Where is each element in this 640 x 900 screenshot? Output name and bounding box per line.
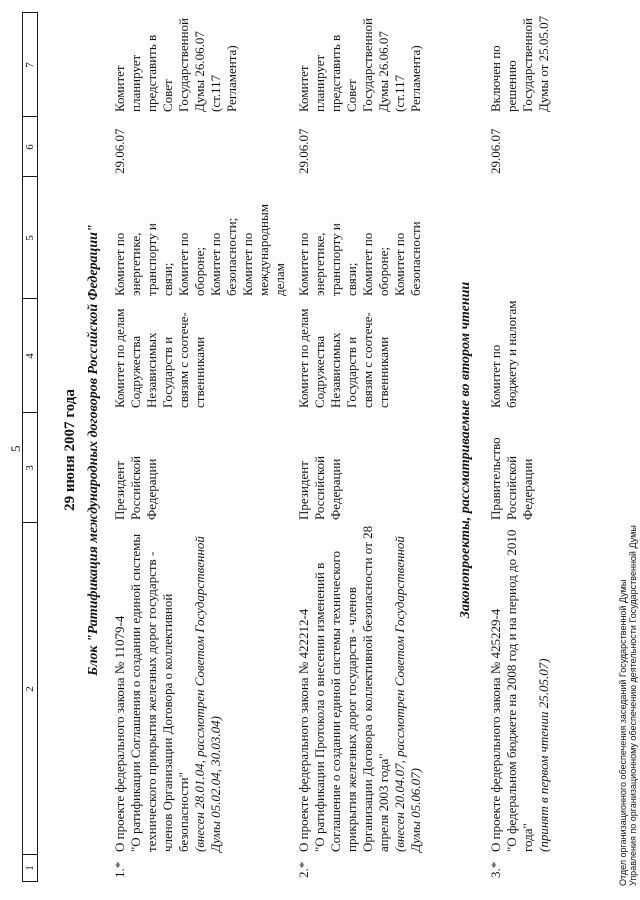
remark-line: (ст.117 Регламента) — [208, 45, 239, 112]
initiator-line: Российской — [312, 455, 327, 520]
committee-line: Комитет по делам — [112, 308, 127, 408]
committee-line: связям с соотече- — [360, 312, 375, 408]
bill-title: О проекте федерального закона № 422212-4 — [296, 608, 311, 852]
remark-line: Государственной — [520, 17, 535, 112]
coexec-line: связи; — [160, 262, 175, 296]
remark-line: Думы 26.06.07 — [192, 31, 207, 112]
coexec-line: обороне; — [192, 247, 207, 296]
initiator-line: Федерации — [144, 458, 159, 520]
coexec-line: Комитет по — [240, 232, 255, 296]
row-number: 3.* — [488, 861, 503, 878]
bill-title: О проекте федерального закона № 425229-4 — [488, 608, 503, 852]
initiator — [112, 416, 160, 520]
remark-line: Комитет планирует — [296, 54, 327, 112]
initiator-line: Президент — [296, 461, 311, 520]
remark-line: представить в Совет — [144, 34, 175, 112]
initiator-line: Российской — [504, 455, 519, 520]
coexec-line: Комитет по — [176, 232, 191, 296]
initiator-line: Федерации — [328, 458, 343, 520]
bill-note: (внесен 28.01.04, рассмотрен Советом Государственной Думы 05.02.04, 30.03.04) — [192, 536, 223, 852]
initiator — [296, 416, 344, 520]
coexec-line: энергетике, — [312, 232, 327, 296]
column-number-header — [22, 12, 38, 882]
co-executor-committees — [296, 178, 424, 296]
column-number: 2 — [24, 686, 36, 692]
remark-line: решению — [504, 60, 519, 112]
column-number: 4 — [24, 353, 36, 359]
remark-line: Включен по — [488, 45, 503, 112]
committee-line: Независимых — [328, 332, 343, 408]
bill-text: "О федеральном бюджете на 2008 год и на период до 2010 года" — [504, 529, 535, 852]
column-number: 3 — [24, 465, 36, 471]
column-number: 7 — [24, 62, 36, 68]
coexec-line: обороне; — [376, 247, 391, 296]
remark-line: Думы от 25.05.07 — [536, 15, 551, 112]
bill-description — [112, 524, 224, 852]
page-number: 5 — [8, 445, 23, 452]
row-number: 2.* — [296, 861, 311, 878]
coexec-line: энергетике, — [128, 232, 143, 296]
remark-line: Думы 26.06.07 — [376, 31, 391, 112]
bill-note: (принят в первом чтении 25.05.07) — [536, 658, 551, 852]
committee-line: Государств и — [344, 336, 359, 408]
initiator-line: Правительство — [488, 437, 503, 520]
review-date: 29.06.07 — [296, 128, 311, 174]
second-reading-section-heading: Законопроекты, рассматриваемые во втором чтении — [458, 281, 473, 619]
column-number: 1 — [24, 865, 36, 871]
remark-line: Государственной — [176, 17, 191, 112]
responsible-committee — [488, 298, 520, 408]
committee-line: Комитет по делам — [296, 308, 311, 408]
review-date: 29.06.07 — [488, 128, 503, 174]
initiator-line: Федерации — [520, 458, 535, 520]
committee-line: Независимых — [144, 332, 159, 408]
bill-title: О проекте федерального закона № 11079-4 — [112, 615, 127, 852]
coexec-line: транспорту и — [328, 223, 343, 296]
coexec-line: Комитет по — [296, 232, 311, 296]
footer-department: Отдел организационного обеспечения заседаний Государственной Думы — [618, 579, 628, 886]
coexec-line: международным — [256, 204, 271, 296]
committee-line: Государств и — [160, 336, 175, 408]
coexec-line: Комитет по — [112, 232, 127, 296]
review-date: 29.06.07 — [112, 128, 127, 174]
coexec-line: делам — [272, 263, 287, 296]
remark — [488, 6, 552, 112]
committee-line: связям с соотече- — [176, 312, 191, 408]
committee-line: Содружества — [128, 335, 143, 408]
committee-line: Содружества — [312, 335, 327, 408]
initiator — [488, 416, 536, 520]
bill-note: (внесен 20.04.07, рассмотрен Советом Государственной Думы 05.06.07) — [392, 536, 423, 852]
coexec-line: Комитет по — [360, 232, 375, 296]
coexec-line: связи; — [344, 262, 359, 296]
coexec-line: Комитет по — [208, 232, 223, 296]
coexec-line: транспорту и — [144, 223, 159, 296]
remark-line: Государственной — [360, 17, 375, 112]
block-heading: Блок "Ратификация международных договоров Российской Федерации" — [86, 224, 101, 676]
bill-text: "О ратификации Соглашения о создании единой системы технического прикрытия железных дорог государств - членов Организации Договора о коллективной безопасности" — [128, 533, 191, 852]
responsible-committee — [296, 298, 392, 408]
column-number: 6 — [24, 144, 36, 150]
committee-line: Комитет по — [488, 344, 503, 408]
footer-directorate: Управления по организационному обеспечению деятельности Государственной Думы — [628, 525, 638, 886]
column-number: 5 — [24, 235, 36, 241]
row-number: 1.* — [112, 861, 127, 878]
coexec-line: безопасности — [408, 221, 423, 296]
responsible-committee — [112, 298, 208, 408]
committee-line: ственниками — [376, 336, 391, 408]
initiator-line: Российской — [128, 455, 143, 520]
initiator-line: Президент — [112, 461, 127, 520]
session-date-heading: 29 июня 2007 года — [62, 389, 78, 511]
remark — [112, 6, 240, 112]
remark-line: представить в Совет — [328, 34, 359, 112]
committee-line: бюджету и налогам — [504, 300, 519, 408]
bill-description — [488, 524, 552, 852]
bill-text: "О ратификации Протокола о внесении изменений в Соглашение о создании единой системы технического прикрытия железных дорог государств - членов Организации Договора о коллективной безопасности от 28 апреля 2003 года" — [312, 525, 391, 852]
remark-line: Комитет планирует — [112, 54, 143, 112]
remark — [296, 6, 424, 112]
co-executor-committees — [112, 178, 288, 296]
bill-description — [296, 524, 424, 852]
coexec-line: Комитет по — [392, 232, 407, 296]
committee-line: ственниками — [192, 336, 207, 408]
coexec-line: безопасности; — [224, 217, 239, 296]
remark-line: (ст.117 Регламента) — [392, 45, 423, 112]
